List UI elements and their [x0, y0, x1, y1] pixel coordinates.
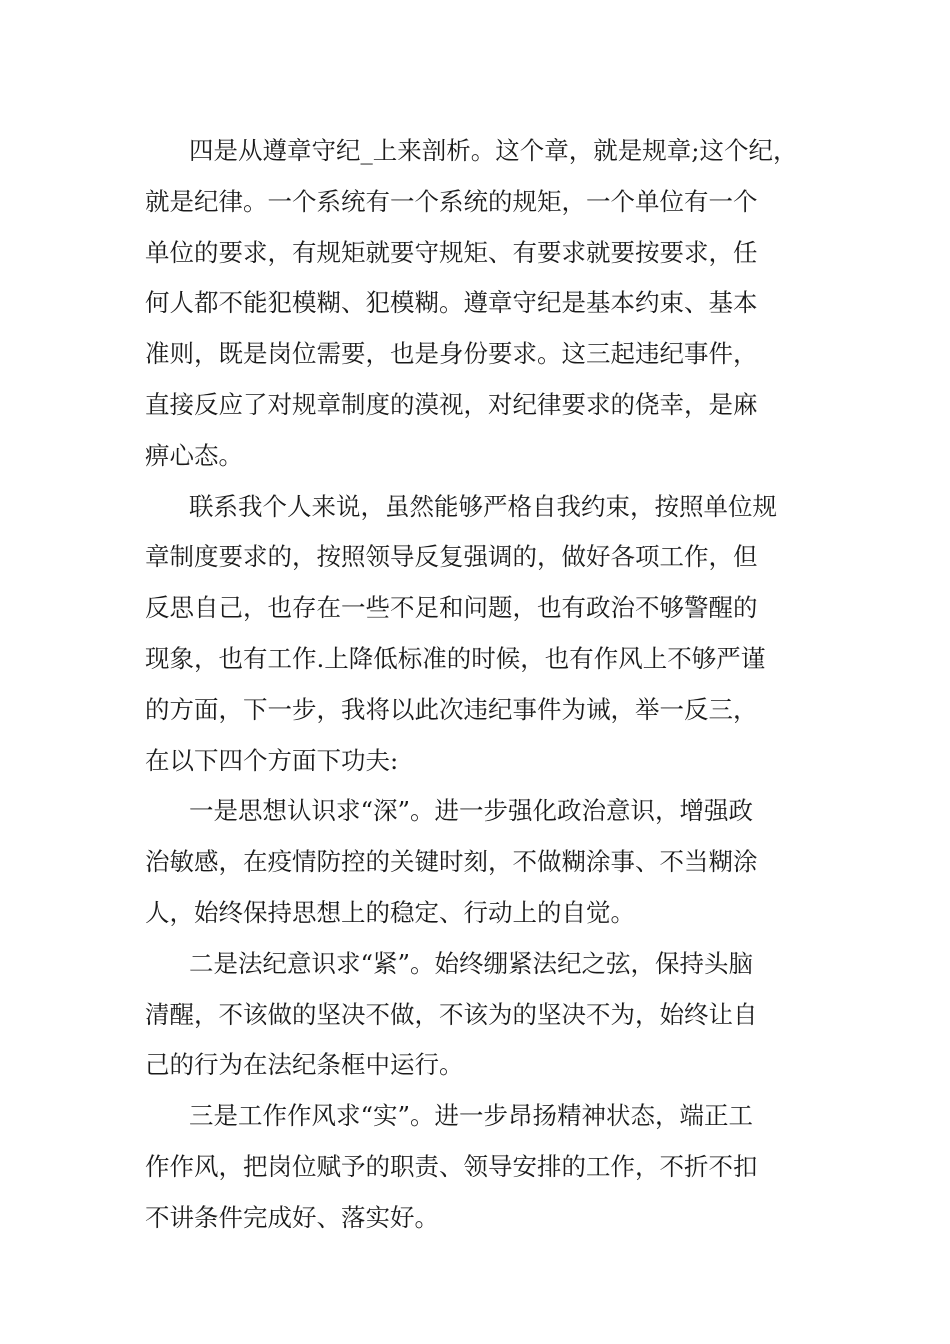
text-line: 准则，既是岗位需要，也是身份要求。这三起违纪事件，	[145, 339, 758, 369]
text-line: 现象，也有工作.上降低标准的时候，也有作风上不够严谨	[145, 643, 766, 673]
text-line: 直接反应了对规章制度的漠视，对纪律要求的侥幸，是麻	[145, 389, 758, 419]
text-line: 何人都不能犯模糊、犯模糊。遵章守纪是基本约束、基本	[145, 288, 758, 318]
paragraph-discipline-analysis	[145, 126, 815, 482]
text-line: 清醒，不该做的坚决不做，不该为的坚决不为，始终让自	[145, 999, 758, 1029]
text-line: 章制度要求的，按照领导反复强调的，做好各项工作，但	[145, 542, 758, 572]
text-line: 己的行为在法纪条框中运行。	[145, 1050, 464, 1080]
paragraph-self-reflection	[145, 482, 815, 787]
document-body	[145, 126, 815, 1244]
text-line: 治敏感，在疫情防控的关键时刻，不做糊涂事、不当糊涂	[145, 847, 758, 877]
text-line: 一是思想认识求“深”。进一步强化政治意识，增强政	[189, 796, 754, 826]
paragraph-point-one	[145, 786, 815, 938]
text-line: 联系我个人来说，虽然能够严格自我约束，按照单位规	[189, 491, 777, 521]
text-line: 在以下四个方面下功夫:	[145, 745, 399, 775]
text-line: 反思自己，也存在一些不足和问题，也有政治不够警醒的	[145, 593, 758, 623]
text-line: 作作风，把岗位赋予的职责、领导安排的工作，不折不扣	[145, 1151, 758, 1181]
text-line: 二是法纪意识求“紧”。始终绷紧法纪之弦，保持头脑	[189, 948, 754, 978]
text-line: 人，始终保持思想上的稳定、行动上的自觉。	[145, 897, 635, 927]
text-line: 痹心态。	[145, 440, 243, 470]
text-line: 单位的要求，有规矩就要守规矩、有要求就要按要求，任	[145, 237, 758, 267]
text-line: 就是纪律。一个系统有一个系统的规矩，一个单位有一个	[145, 186, 758, 216]
text-line: 三是工作作风求“实”。进一步昂扬精神状态，端正工	[189, 1101, 754, 1131]
text-line: 四是从遵章守纪_上来剖析。这个章，就是规章;这个纪，	[189, 136, 798, 165]
text-line: 不讲条件完成好、落实好。	[145, 1202, 439, 1232]
text-line: 的方面，下一步，我将以此次违纪事件为诫，举一反三，	[145, 694, 758, 724]
paragraph-point-three	[145, 1091, 815, 1243]
paragraph-point-two	[145, 939, 815, 1091]
